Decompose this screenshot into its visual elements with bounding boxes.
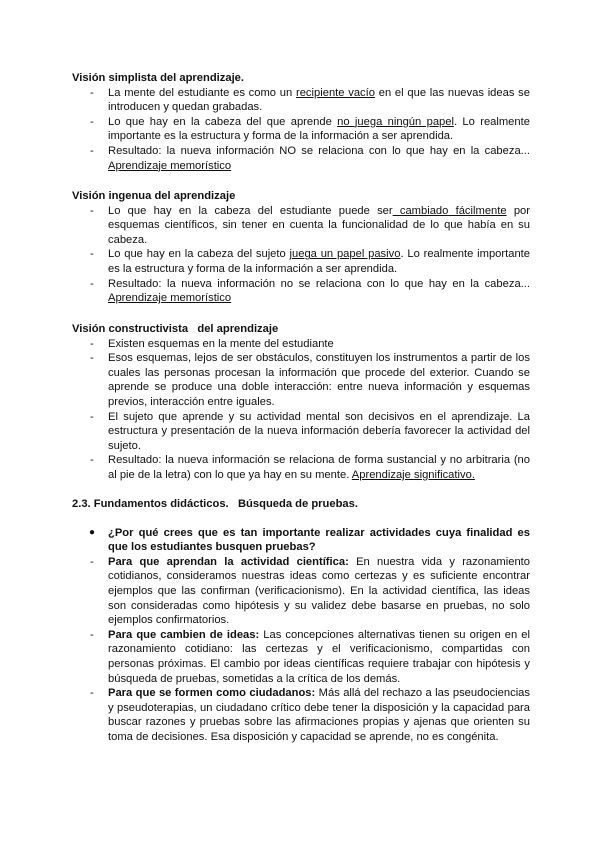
bullet-list <box>72 86 530 174</box>
section-vision-ingenua <box>72 189 530 306</box>
item-text: El sujeto que aprende y su actividad mental son decisivos en el aprendizaje. La estructura y presentación de la nueva información debería favorecer la actividad del sujeto. <box>108 410 530 452</box>
item-text: Lo que hay en la cabeza del que aprende <box>108 115 338 128</box>
list-item <box>72 628 530 686</box>
section-vision-simplista <box>72 71 530 173</box>
dash-marker: - <box>90 144 94 157</box>
item-text: Lo que hay en la cabeza del sujeto <box>108 248 290 261</box>
underlined-term: cambiado fácilmente <box>392 204 507 217</box>
list-item <box>72 115 530 144</box>
underlined-term: juega un papel pasivo <box>289 248 401 261</box>
list-item <box>72 453 530 482</box>
item-text: Lo que hay en la cabeza del estudiante puede ser <box>108 204 393 217</box>
list-item <box>72 351 530 409</box>
item-text: en el que las nuevas ideas se introducen y quedan grabadas. <box>108 86 531 114</box>
question-text: ¿Por qué crees que es tan importante realizar actividades cuya finalidad es que los estudiantes busquen pruebas? <box>108 526 530 554</box>
item-text: Más allá del rechazo a las pseudociencias y pseudoterapias, un ciudadano crítico debe tener la disposición y la capacidad para buscar razones y pruebas sobre las afirmaciones propias y ajenas que orienten su toma de decisiones. Esa disposición y capacidad se aprende, no es congénita. <box>108 687 530 743</box>
list-item <box>72 686 530 744</box>
list-item <box>72 410 530 454</box>
underlined-term: no juega ningún papel <box>337 115 454 128</box>
item-text: Resultado: la nueva información no se relaciona con lo que hay en la cabeza... <box>108 277 530 290</box>
item-text: Las concepciones alternativas tienen su origen en el razonamiento cotidiano: las certezas y el verificacionismo, compartidas con personas próximas. El cambio por ideas científicas requiere trabajar con hipótesis y búsqueda de pruebas, sometidas a la crítica de los demás. <box>108 628 530 685</box>
list-item <box>72 337 530 352</box>
item-text: por esquemas científicos, sin tener en cuenta la funcionalidad de lo que había en su cabeza. <box>108 204 530 246</box>
list-item <box>72 555 530 628</box>
underlined-term: Aprendizaje significativo. <box>351 468 475 481</box>
item-text: Esos esquemas, lejos de ser obstáculos, constituyen los instrumentos a partir de los cuales las personas procesan la información que procede del exterior. Cuando se aprende se produce una doble interacción: entre nueva información y esquemas previos, interacción entre iguales. <box>108 352 530 408</box>
dash-marker: - <box>90 454 94 467</box>
underlined-term: recipiente vacío <box>295 86 375 99</box>
dash-marker: - <box>90 352 94 365</box>
list-item <box>72 204 530 248</box>
section-vision-constructivista <box>72 322 530 483</box>
item-text: En nuestra vida y razonamiento cotidianos, consideramos nuestras ideas como certezas y es suficiente encontrar ejemplos que las confirman (verificacionismo). En la actividad científica, las ideas son consideradas como hipótesis y su validez debe basarse en pruebas, no solo ejemplos confirmatorios. <box>108 555 530 627</box>
list-item <box>72 277 530 306</box>
dash-marker: - <box>90 204 94 217</box>
list-item <box>72 86 530 115</box>
item-text: Resultado: la nueva información NO se relaciona con lo que hay en la cabeza... <box>108 144 530 157</box>
dash-marker: - <box>90 337 94 350</box>
list-item <box>72 247 530 276</box>
spacer <box>72 512 530 526</box>
section-heading: Visión constructivista del aprendizaje <box>72 323 279 335</box>
item-text: Resultado: la nueva información se relaciona de forma sustancial y no arbitraria (no al pie de la letra) con lo que ya hay en su mente. <box>108 454 530 481</box>
underlined-term: Aprendizaje memorístico <box>108 159 232 172</box>
bullet-list <box>72 337 530 483</box>
dash-marker: - <box>90 628 94 641</box>
question-item <box>72 526 530 555</box>
item-lead: Para que se formen como ciudadanos: <box>108 687 316 700</box>
list-item <box>72 144 530 173</box>
dash-marker: - <box>90 687 94 700</box>
section-heading: Visión ingenua del aprendizaje <box>72 190 236 202</box>
dash-marker: - <box>90 410 94 423</box>
bullet-marker: ● <box>89 526 96 538</box>
bullet-list <box>72 526 530 745</box>
section-fundamentos-didacticos <box>72 497 530 745</box>
dash-marker: - <box>90 555 94 568</box>
item-text: . Lo realmente importante es la estructura y forma de la información a ser aprendida. <box>108 248 530 275</box>
bullet-list <box>72 204 530 306</box>
item-lead: Para que cambien de ideas: <box>108 628 260 641</box>
dash-marker: - <box>90 248 94 261</box>
item-lead: Para que aprendan la actividad científica: <box>108 555 349 568</box>
dash-marker: - <box>90 115 94 128</box>
dash-marker: - <box>90 86 94 99</box>
item-text: La mente del estudiante es como un <box>108 86 296 99</box>
underlined-term: Aprendizaje memorístico <box>108 292 232 305</box>
dash-marker: - <box>90 277 94 290</box>
section-heading: Visión simplista del aprendizaje. <box>72 72 245 84</box>
section-heading: 2.3. Fundamentos didácticos. Búsqueda de pruebas. <box>72 498 358 510</box>
item-text: Existen esquemas en la mente del estudiante <box>108 337 334 350</box>
item-text: . Lo realmente importante es la estructura y forma de la información a ser aprendida. <box>108 115 530 143</box>
